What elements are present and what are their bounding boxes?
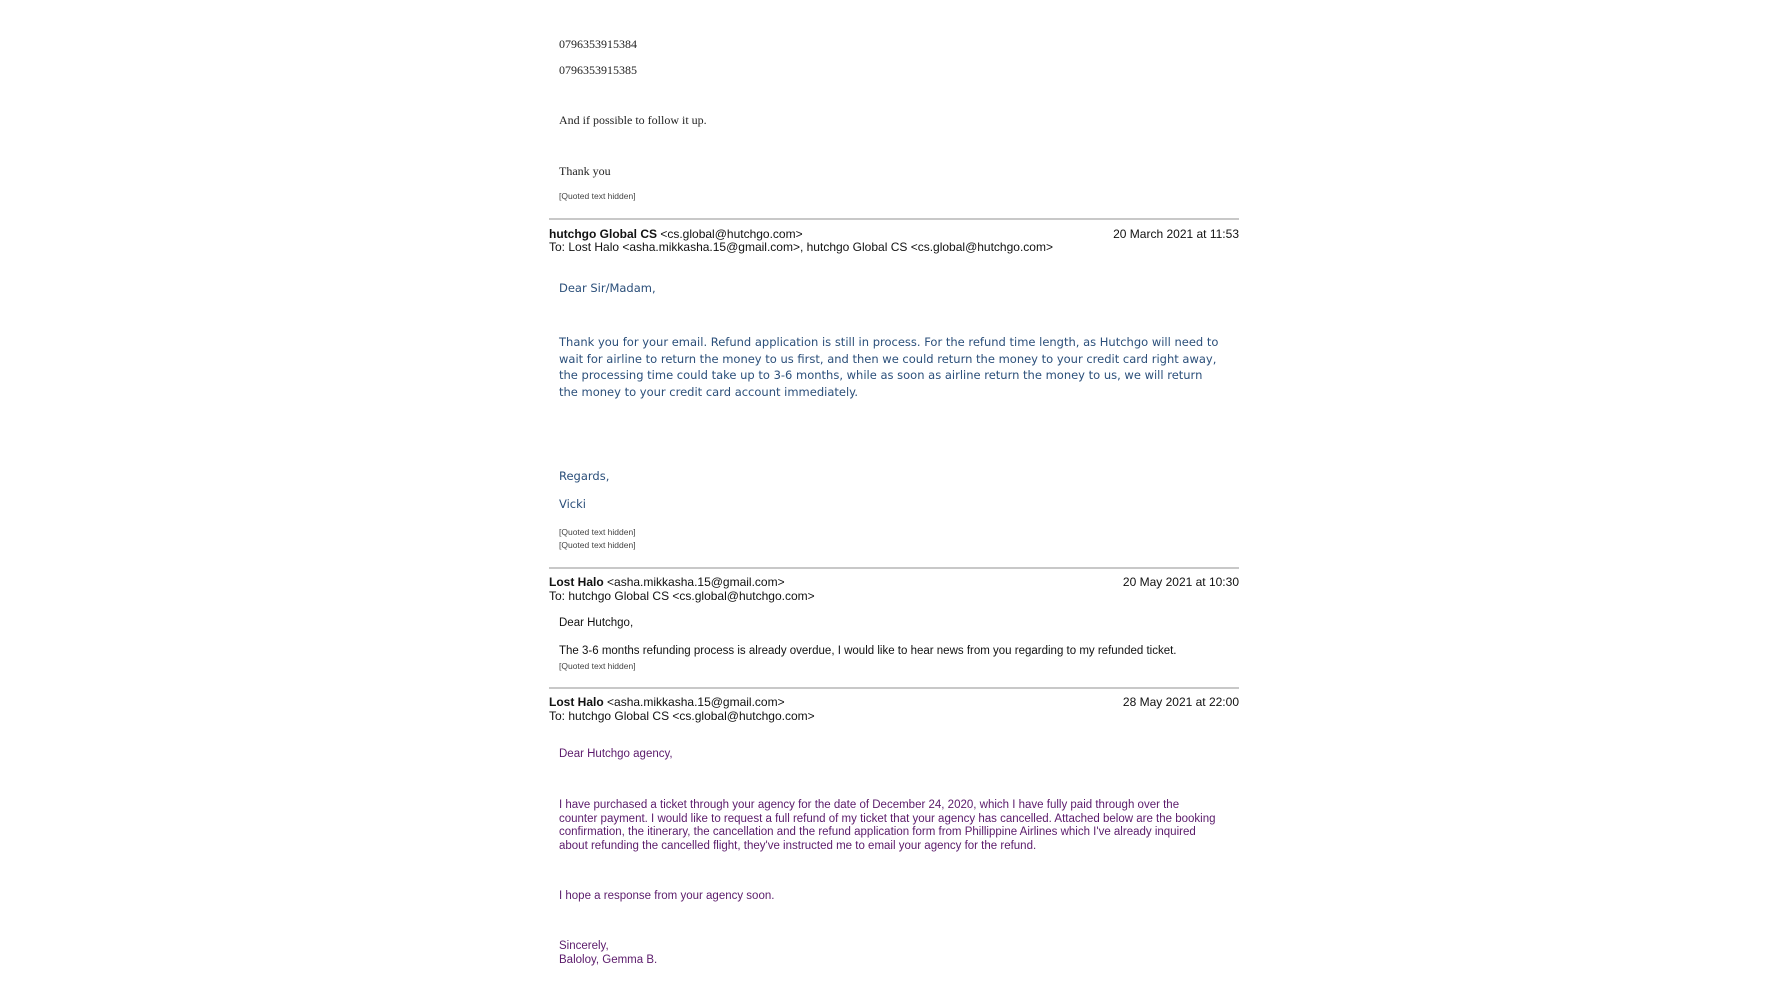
- email-2-recipients: To: hutchgo Global CS <cs.global@hutchgo.com>: [549, 589, 815, 603]
- message-divider: [549, 218, 1239, 220]
- message-divider: [549, 687, 1239, 689]
- thank-you-text: Thank you: [559, 164, 611, 178]
- sender-email: <cs.global@hutchgo.com>: [660, 227, 803, 241]
- email-1-sender: [549, 227, 803, 241]
- email-3-sign-off: Sincerely,: [559, 940, 609, 952]
- email-1-recipients: To: Lost Halo <asha.mikkasha.15@gmail.com>, hutchgo Global CS <cs.global@hutchgo.com>: [549, 240, 1053, 254]
- follow-up-text: And if possible to follow it up.: [559, 113, 707, 127]
- sender-email: <asha.mikkasha.15@gmail.com>: [607, 695, 785, 709]
- email-1-greeting: Dear Sir/Madam,: [559, 281, 656, 295]
- email-1-regards: Regards,: [559, 469, 610, 483]
- quoted-text-hidden[interactable]: [Quoted text hidden]: [559, 191, 636, 201]
- phone-number-1: 0796353915384: [559, 37, 637, 51]
- phone-number-2: 0796353915385: [559, 63, 637, 77]
- email-3-signature: Baloloy, Gemma B.: [559, 954, 658, 966]
- email-2-greeting: Dear Hutchgo,: [559, 617, 634, 629]
- email-3-body: I have purchased a ticket through your agency for the date of December 24, 2020, which I have fully paid through over the counter payment. I would like to request a full refund of my ticket that your agency has cancelled. Attached below are the booking confirmation, the itinerary, the cancellation and the refund application form from Phillippine Airlines which I've already inquired about refunding the cancelled flight, they've instructed me to email your agency for the refund.: [559, 799, 1216, 853]
- email-3-greeting: Dear Hutchgo agency,: [559, 748, 673, 760]
- email-2-body: The 3-6 months refunding process is already overdue, I would like to hear news from you regarding to my refunded ticket.: [559, 645, 1177, 657]
- sender-name: Lost Halo: [549, 695, 604, 709]
- email-3-date: 28 May 2021 at 22:00: [1122, 695, 1239, 709]
- sender-name: hutchgo Global CS: [549, 227, 657, 241]
- quoted-text-hidden[interactable]: [Quoted text hidden]: [559, 527, 636, 537]
- email-2-sender: [549, 575, 785, 589]
- quoted-text-hidden[interactable]: [Quoted text hidden]: [559, 661, 636, 671]
- message-divider: [549, 567, 1239, 569]
- sender-email: <asha.mikkasha.15@gmail.com>: [607, 575, 785, 589]
- email-1-date: 20 March 2021 at 11:53: [1113, 227, 1239, 241]
- sender-name: Lost Halo: [549, 575, 604, 589]
- email-3-closing-line: I hope a response from your agency soon.: [559, 890, 775, 902]
- quoted-text-hidden[interactable]: [Quoted text hidden]: [559, 540, 636, 550]
- email-3-recipients: To: hutchgo Global CS <cs.global@hutchgo.com>: [549, 709, 815, 723]
- email-1-body: Thank you for your email. Refund application is still in process. For the refund time length, as Hutchgo will need to wait for airline to return the money to us first, and then we could return the money to your credit card right away, the processing time could take up to 3-6 months, while as soon as airline return the money to us, we will return the money to your credit card account immediately.: [559, 335, 1219, 399]
- email-3-sender: [549, 695, 785, 709]
- email-1-signature: Vicki: [559, 497, 586, 511]
- email-2-date: 20 May 2021 at 10:30: [1122, 575, 1239, 589]
